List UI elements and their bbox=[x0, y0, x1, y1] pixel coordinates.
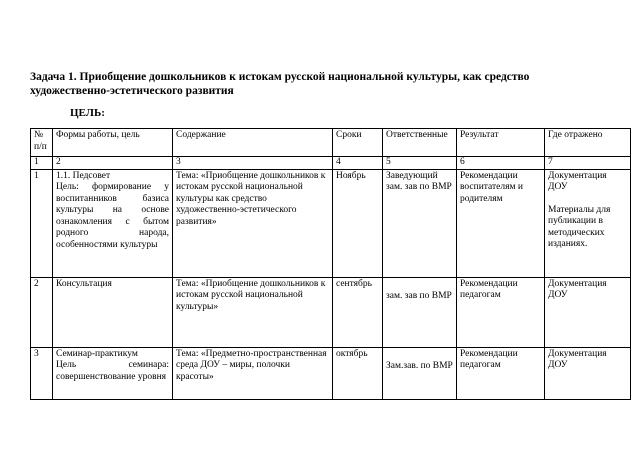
column-number: 4 bbox=[333, 157, 383, 170]
row-term: октябрь bbox=[333, 347, 383, 399]
column-number: 3 bbox=[173, 157, 333, 170]
column-number: 7 bbox=[545, 157, 631, 170]
header-num: № п/п bbox=[31, 129, 53, 157]
goal-label: ЦЕЛЬ: bbox=[70, 107, 105, 119]
form-title: Семинар-практикум bbox=[56, 348, 138, 359]
row-form bbox=[53, 169, 173, 277]
row-content: Тема: «Приобщение дошкольников к истокам русской национальной культуры как средство художественно-эстетического развития» bbox=[173, 169, 333, 277]
work-plan-table bbox=[30, 128, 631, 400]
row-where: Документация ДОУ bbox=[545, 347, 631, 399]
row-result: Рекомендации педагогам bbox=[457, 347, 545, 399]
row-form bbox=[53, 347, 173, 399]
row-term: Ноябрь bbox=[333, 169, 383, 277]
form-goal: Цель семинара: совершенствование уровня bbox=[56, 360, 169, 382]
row-responsible: Заведующий зам. зав по ВМР bbox=[383, 169, 457, 277]
header-content: Содержание bbox=[173, 129, 333, 157]
column-number: 2 bbox=[53, 157, 173, 170]
row-where: Документация ДОУ bbox=[545, 277, 631, 347]
header-term: Сроки bbox=[333, 129, 383, 157]
table-row bbox=[31, 347, 631, 399]
header-responsible: Ответственные bbox=[383, 129, 457, 157]
row-content: Тема: «Предметно-пространственная среда ДОУ – миры, полочки красоты» bbox=[173, 347, 333, 399]
table-row bbox=[31, 169, 631, 277]
table-header-row bbox=[31, 129, 631, 157]
row-form: Консультация bbox=[53, 277, 173, 347]
where-extra: Материалы для публикации в методических изданиях. bbox=[548, 204, 611, 249]
row-num: 3 bbox=[31, 347, 53, 399]
where-text: Документация ДОУ bbox=[548, 170, 607, 192]
header-result: Результат bbox=[457, 129, 545, 157]
row-where bbox=[545, 169, 631, 277]
row-responsible bbox=[383, 347, 457, 399]
column-number-row bbox=[31, 157, 631, 170]
table-row bbox=[31, 277, 631, 347]
row-num: 2 bbox=[31, 277, 53, 347]
row-result: Рекомендации воспитателям и родителям bbox=[457, 169, 545, 277]
responsible-text: Зам.зав. по ВМР bbox=[386, 360, 453, 371]
header-where: Где отражено bbox=[545, 129, 631, 157]
form-title: 1.1. Педсовет bbox=[56, 170, 111, 181]
row-term: сентябрь bbox=[333, 277, 383, 347]
responsible-text: зам. зав по ВМР bbox=[386, 290, 452, 301]
form-goal: Цель: формирование у воспитанников базиса культуры на основе ознакомления с бытом родного народа, особенностями культуры bbox=[56, 182, 169, 250]
row-content: Тема: «Приобщение дошкольников к истокам русской национальной культуры» bbox=[173, 277, 333, 347]
header-form: Формы работы, цель bbox=[53, 129, 173, 157]
column-number: 5 bbox=[383, 157, 457, 170]
column-number: 1 bbox=[31, 157, 53, 170]
row-responsible bbox=[383, 277, 457, 347]
row-result: Рекомендации педагогам bbox=[457, 277, 545, 347]
row-num: 1 bbox=[31, 169, 53, 277]
column-number: 6 bbox=[457, 157, 545, 170]
task-heading: Задача 1. Приобщение дошкольников к истокам русской национальной культуры, как средство художественно-эстетического развития bbox=[30, 71, 530, 97]
